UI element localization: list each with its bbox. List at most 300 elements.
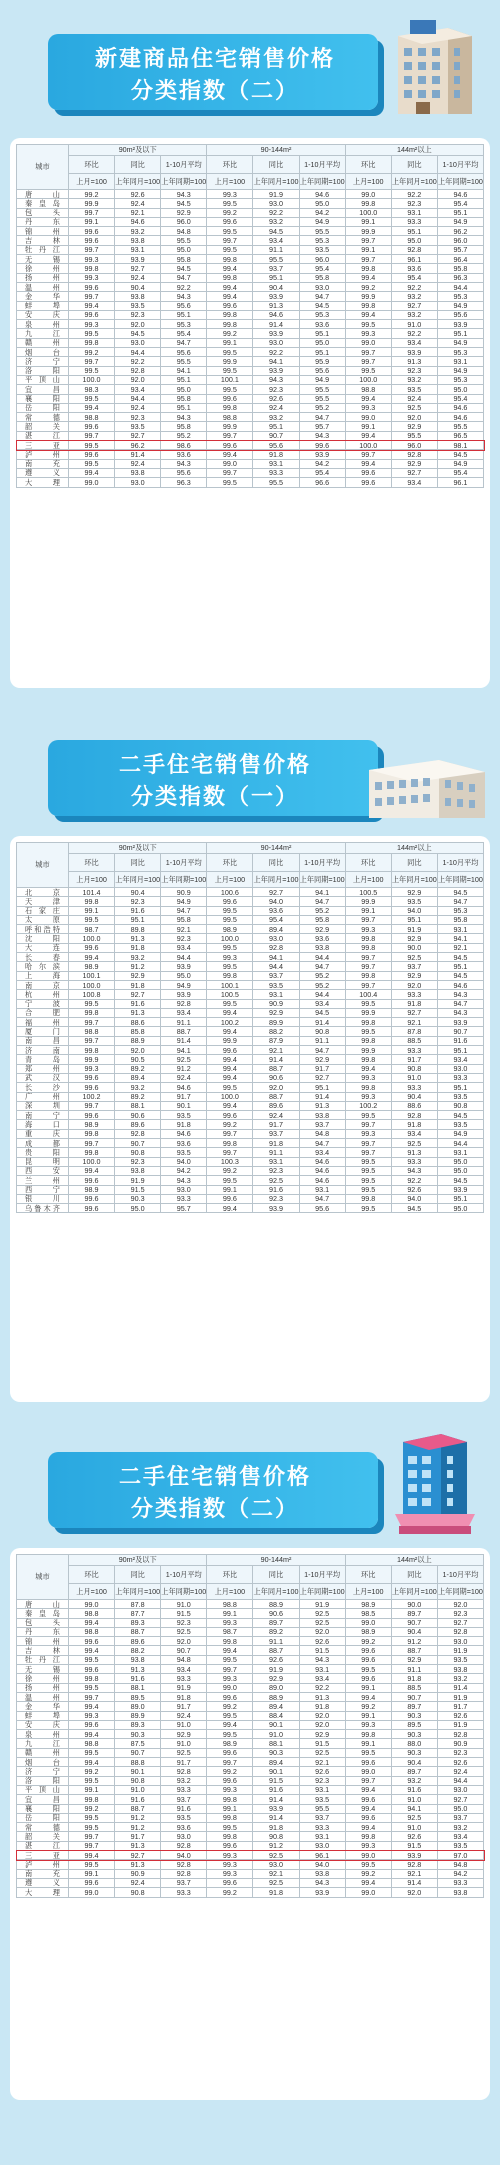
index-value: 94.3 <box>437 990 483 999</box>
index-value: 93.0 <box>437 1785 483 1794</box>
city-name: 赣州 <box>17 1748 69 1757</box>
index-value: 99.6 <box>69 1878 115 1887</box>
index-value: 91.5 <box>299 1739 345 1748</box>
index-value: 92.5 <box>391 403 437 412</box>
index-value: 93.2 <box>161 1776 207 1785</box>
index-value: 99.2 <box>207 1166 253 1175</box>
city-name: 遵义 <box>17 1878 69 1887</box>
city-name: 南宁 <box>17 1111 69 1120</box>
index-value: 99.5 <box>345 1157 391 1166</box>
index-value: 92.9 <box>253 1008 299 1017</box>
index-value: 99.4 <box>207 1008 253 1017</box>
index-value: 90.7 <box>253 431 299 440</box>
index-value: 92.1 <box>391 1869 437 1878</box>
index-value: 94.5 <box>437 450 483 459</box>
index-value: 99.3 <box>207 1785 253 1794</box>
index-value: 95.1 <box>253 422 299 431</box>
base-yoy: 上年同月=100 <box>391 872 437 888</box>
table-row <box>17 255 484 264</box>
index-value: 92.3 <box>115 1157 161 1166</box>
index-value: 92.5 <box>391 1813 437 1822</box>
index-value: 99.3 <box>69 320 115 329</box>
base-yoy: 上年同月=100 <box>253 174 299 190</box>
index-value: 94.1 <box>161 1046 207 1055</box>
index-value: 92.0 <box>299 1720 345 1729</box>
city-name: 石家庄 <box>17 906 69 915</box>
city-name: 太原 <box>17 915 69 924</box>
index-value: 99.6 <box>345 1674 391 1683</box>
index-value: 99.8 <box>345 1018 391 1027</box>
index-value: 92.7 <box>115 1851 161 1860</box>
index-value: 99.2 <box>345 1869 391 1878</box>
table-row <box>17 1674 484 1683</box>
index-value: 93.7 <box>161 1795 207 1804</box>
base-mom: 上月=100 <box>345 174 391 190</box>
index-value: 89.9 <box>115 1711 161 1720</box>
index-value: 93.3 <box>391 1046 437 1055</box>
index-value: 95.5 <box>299 385 345 394</box>
index-value: 99.4 <box>207 1055 253 1064</box>
index-value: 99.4 <box>345 1823 391 1832</box>
index-value: 93.9 <box>437 1018 483 1027</box>
index-value: 94.3 <box>161 459 207 468</box>
table-row <box>17 1064 484 1073</box>
index-value: 91.6 <box>253 1185 299 1194</box>
index-value: 92.0 <box>299 1711 345 1720</box>
index-value: 90.3 <box>253 1748 299 1757</box>
index-value: 99.4 <box>69 1618 115 1627</box>
index-value: 87.5 <box>115 1739 161 1748</box>
index-value: 94.6 <box>161 1129 207 1138</box>
index-value: 99.6 <box>345 468 391 477</box>
index-value: 93.3 <box>161 1674 207 1683</box>
index-value: 90.8 <box>115 1148 161 1157</box>
city-name: 北京 <box>17 888 69 897</box>
index-value: 93.3 <box>161 1888 207 1897</box>
index-value: 93.2 <box>115 953 161 962</box>
base-mom: 上月=100 <box>207 1584 253 1600</box>
index-value: 92.9 <box>115 971 161 980</box>
index-value: 93.1 <box>437 925 483 934</box>
table-row <box>17 1036 484 1045</box>
index-value: 95.4 <box>437 468 483 477</box>
index-value: 98.9 <box>207 925 253 934</box>
index-value: 95.4 <box>161 329 207 338</box>
col-ytd: 1-10月平均 <box>161 1566 207 1584</box>
index-value: 99.3 <box>345 1841 391 1850</box>
index-value: 95.7 <box>299 422 345 431</box>
index-value: 99.4 <box>345 459 391 468</box>
index-value: 98.9 <box>345 1600 391 1609</box>
index-value: 92.0 <box>161 1637 207 1646</box>
index-value: 92.1 <box>161 925 207 934</box>
city-name: 洛阳 <box>17 1776 69 1785</box>
col-mom: 环比 <box>207 1566 253 1584</box>
index-value: 94.1 <box>253 953 299 962</box>
index-value: 92.6 <box>253 394 299 403</box>
index-value: 100.5 <box>345 888 391 897</box>
index-value: 99.4 <box>345 1692 391 1701</box>
index-value: 99.3 <box>207 1869 253 1878</box>
index-value: 100.3 <box>207 1157 253 1166</box>
table-row <box>17 459 484 468</box>
index-value: 90.4 <box>391 1092 437 1101</box>
index-value: 93.7 <box>161 1878 207 1887</box>
index-value: 99.4 <box>207 1646 253 1655</box>
index-value: 95.5 <box>161 357 207 366</box>
index-value: 92.6 <box>437 1758 483 1767</box>
index-value: 92.9 <box>391 888 437 897</box>
table-row <box>17 385 484 394</box>
index-value: 99.5 <box>207 1823 253 1832</box>
city-name: 三亚 <box>17 441 69 450</box>
index-value: 95.3 <box>299 236 345 245</box>
table-row <box>17 1055 484 1064</box>
city-name: 牡丹江 <box>17 1655 69 1664</box>
index-value: 95.0 <box>437 1204 483 1213</box>
index-value: 95.0 <box>391 236 437 245</box>
index-value: 92.5 <box>299 1609 345 1618</box>
index-value: 98.9 <box>207 1739 253 1748</box>
index-value: 91.3 <box>115 1841 161 1850</box>
index-value: 92.6 <box>253 1655 299 1664</box>
index-value: 99.1 <box>345 422 391 431</box>
index-value: 92.3 <box>391 366 437 375</box>
index-value: 92.8 <box>115 366 161 375</box>
index-value: 94.7 <box>299 292 345 301</box>
index-value: 88.5 <box>391 1683 437 1692</box>
index-value: 99.8 <box>207 1795 253 1804</box>
city-name: 秦皇岛 <box>17 199 69 208</box>
index-value: 99.6 <box>69 310 115 319</box>
index-value: 95.8 <box>437 264 483 273</box>
index-value: 93.3 <box>391 1083 437 1092</box>
index-value: 99.3 <box>345 403 391 412</box>
table-row <box>17 943 484 952</box>
table-row <box>17 1655 484 1664</box>
index-value: 96.4 <box>437 255 483 264</box>
index-value: 98.8 <box>69 1609 115 1618</box>
index-value: 99.6 <box>345 478 391 487</box>
index-value: 91.1 <box>253 245 299 254</box>
index-value: 99.2 <box>69 1767 115 1776</box>
index-value: 93.0 <box>115 478 161 487</box>
index-value: 88.0 <box>391 1739 437 1748</box>
index-value: 90.9 <box>253 999 299 1008</box>
index-value: 99.8 <box>345 199 391 208</box>
index-value: 96.1 <box>391 255 437 264</box>
index-value: 95.4 <box>391 273 437 282</box>
index-value: 90.8 <box>115 1888 161 1897</box>
index-value: 99.7 <box>69 1101 115 1110</box>
index-value: 95.1 <box>299 1083 345 1092</box>
index-value: 93.0 <box>253 199 299 208</box>
index-value: 99.4 <box>69 1851 115 1860</box>
index-value: 99.4 <box>69 468 115 477</box>
index-value: 99.8 <box>345 1194 391 1203</box>
city-name: 海口 <box>17 1120 69 1129</box>
index-value: 92.0 <box>115 1046 161 1055</box>
index-value: 95.7 <box>161 1204 207 1213</box>
index-value: 99.8 <box>207 310 253 319</box>
index-value: 95.0 <box>437 1157 483 1166</box>
index-value: 98.3 <box>69 385 115 394</box>
index-value: 93.8 <box>437 1665 483 1674</box>
index-value: 99.6 <box>207 1748 253 1757</box>
index-value: 94.5 <box>437 1111 483 1120</box>
index-value: 93.9 <box>391 1851 437 1860</box>
index-value: 95.1 <box>299 348 345 357</box>
city-name: 九江 <box>17 329 69 338</box>
index-value: 92.9 <box>299 1730 345 1739</box>
index-value: 99.7 <box>345 1139 391 1148</box>
city-name: 平顶山 <box>17 1785 69 1794</box>
city-name: 泸州 <box>17 450 69 459</box>
index-value: 90.8 <box>391 1064 437 1073</box>
index-value: 96.0 <box>437 236 483 245</box>
table-row <box>17 227 484 236</box>
index-value: 95.4 <box>299 468 345 477</box>
index-value: 99.5 <box>345 999 391 1008</box>
table-row <box>17 245 484 254</box>
index-value: 99.3 <box>345 1073 391 1082</box>
index-value: 98.8 <box>69 1627 115 1636</box>
col-group-144: 144m²以上 <box>345 145 483 156</box>
index-value: 91.8 <box>391 1120 437 1129</box>
city-name: 扬州 <box>17 273 69 282</box>
index-value: 99.4 <box>207 264 253 273</box>
table-row <box>17 292 484 301</box>
index-value: 92.7 <box>299 1073 345 1082</box>
col-mom: 环比 <box>69 1566 115 1584</box>
index-value: 92.5 <box>299 1618 345 1627</box>
index-value: 87.7 <box>115 1609 161 1618</box>
col-group-90-144: 90-144m² <box>207 145 345 156</box>
index-value: 99.9 <box>345 897 391 906</box>
index-value: 92.4 <box>115 273 161 282</box>
index-value: 91.9 <box>299 1600 345 1609</box>
index-value: 92.9 <box>391 934 437 943</box>
index-value: 91.4 <box>253 1055 299 1064</box>
index-value: 94.0 <box>391 1194 437 1203</box>
table-card <box>10 1548 490 2100</box>
index-value: 98.8 <box>345 385 391 394</box>
index-value: 99.0 <box>207 1683 253 1692</box>
index-value: 93.8 <box>437 1888 483 1897</box>
index-value: 99.4 <box>345 1804 391 1813</box>
index-value: 94.0 <box>391 906 437 915</box>
index-value: 91.7 <box>115 1832 161 1841</box>
index-value: 93.5 <box>437 1655 483 1664</box>
index-value: 95.5 <box>299 394 345 403</box>
index-value: 94.7 <box>161 338 207 347</box>
tower-building-icon <box>395 1422 475 1538</box>
table-row <box>17 329 484 338</box>
city-name: 唐山 <box>17 1600 69 1609</box>
index-value: 99.8 <box>345 943 391 952</box>
index-value: 90.6 <box>253 1073 299 1082</box>
index-value: 91.2 <box>253 1841 299 1850</box>
index-value: 91.9 <box>437 1720 483 1729</box>
index-value: 99.8 <box>69 1674 115 1683</box>
index-value: 94.5 <box>437 888 483 897</box>
col-ytd: 1-10月平均 <box>299 854 345 872</box>
index-value: 93.0 <box>115 338 161 347</box>
index-value: 88.1 <box>115 1683 161 1692</box>
base-ytd: 上年同期=100 <box>161 174 207 190</box>
base-yoy: 上年同月=100 <box>115 174 161 190</box>
index-value: 90.7 <box>437 1027 483 1036</box>
index-value: 99.8 <box>345 264 391 273</box>
section-title-line2: 分类指数（二） <box>130 79 299 104</box>
index-value: 90.7 <box>391 1692 437 1701</box>
index-value: 91.0 <box>391 1073 437 1082</box>
index-value: 93.6 <box>161 450 207 459</box>
index-value: 91.0 <box>115 1785 161 1794</box>
index-value: 99.4 <box>207 450 253 459</box>
section-title-line1: 二手住宅销售价格 <box>118 1465 311 1490</box>
city-name: 韶关 <box>17 1832 69 1841</box>
index-value: 99.1 <box>207 1609 253 1618</box>
index-value: 99.9 <box>345 1046 391 1055</box>
index-value: 99.5 <box>345 1185 391 1194</box>
table-row <box>17 1627 484 1636</box>
index-value: 90.8 <box>115 1776 161 1785</box>
index-value: 100.1 <box>207 375 253 384</box>
index-value: 93.0 <box>161 1832 207 1841</box>
index-value: 99.6 <box>207 1111 253 1120</box>
index-value: 93.9 <box>391 348 437 357</box>
table-card <box>10 836 490 1402</box>
index-value: 94.3 <box>299 1655 345 1664</box>
index-value: 90.4 <box>253 282 299 291</box>
index-value: 94.9 <box>437 366 483 375</box>
index-value: 99.6 <box>207 394 253 403</box>
index-value: 92.8 <box>391 450 437 459</box>
index-value: 92.7 <box>115 264 161 273</box>
index-value: 91.5 <box>391 1841 437 1850</box>
index-value: 92.7 <box>437 1618 483 1627</box>
index-value: 94.6 <box>437 403 483 412</box>
index-value: 91.6 <box>253 1785 299 1794</box>
index-value: 99.8 <box>69 1148 115 1157</box>
index-value: 99.5 <box>345 1860 391 1869</box>
index-value: 94.6 <box>299 1176 345 1185</box>
index-value: 99.6 <box>207 1841 253 1850</box>
index-value: 99.4 <box>69 301 115 310</box>
table-row <box>17 1739 484 1748</box>
index-value: 90.4 <box>391 1758 437 1767</box>
city-name: 宜昌 <box>17 1795 69 1804</box>
index-value: 99.6 <box>345 1813 391 1822</box>
index-value: 92.2 <box>391 1176 437 1185</box>
table-row <box>17 1832 484 1841</box>
city-name: 湛江 <box>17 1841 69 1850</box>
index-value: 92.7 <box>391 468 437 477</box>
index-value: 87.8 <box>391 1027 437 1036</box>
index-value: 94.5 <box>437 1176 483 1185</box>
table-row <box>17 1758 484 1767</box>
base-yoy: 上年同月=100 <box>391 174 437 190</box>
index-value: 99.7 <box>69 208 115 217</box>
table-row <box>17 1185 484 1194</box>
index-value: 99.7 <box>207 1665 253 1674</box>
index-value: 95.1 <box>391 227 437 236</box>
index-value: 92.4 <box>161 1711 207 1720</box>
index-value: 91.3 <box>391 357 437 366</box>
index-value: 99.6 <box>345 1795 391 1804</box>
index-value: 92.4 <box>115 199 161 208</box>
table-card <box>10 138 490 688</box>
index-value: 95.7 <box>437 245 483 254</box>
index-value: 99.7 <box>207 1148 253 1157</box>
col-mom: 环比 <box>345 156 391 174</box>
table-row <box>17 990 484 999</box>
index-value: 93.4 <box>253 236 299 245</box>
city-name: 长春 <box>17 953 69 962</box>
index-value: 99.8 <box>345 1055 391 1064</box>
index-value: 99.7 <box>69 1832 115 1841</box>
city-name: 岳阳 <box>17 1813 69 1822</box>
index-value: 99.2 <box>207 329 253 338</box>
table-row <box>17 1166 484 1175</box>
index-value: 98.8 <box>207 1600 253 1609</box>
index-value: 89.9 <box>253 1018 299 1027</box>
index-value: 92.8 <box>115 1129 161 1138</box>
index-value: 89.2 <box>115 1064 161 1073</box>
index-value: 95.0 <box>161 385 207 394</box>
index-value: 92.3 <box>115 897 161 906</box>
index-value: 99.9 <box>207 1036 253 1045</box>
index-value: 91.6 <box>391 1785 437 1794</box>
index-value: 90.9 <box>161 888 207 897</box>
index-value: 94.8 <box>161 1655 207 1664</box>
index-value: 92.5 <box>391 953 437 962</box>
index-value: 94.2 <box>161 1166 207 1175</box>
index-value: 92.3 <box>253 1166 299 1175</box>
table-row <box>17 1083 484 1092</box>
index-value: 92.6 <box>299 1637 345 1646</box>
table-row <box>17 217 484 226</box>
index-value: 97.0 <box>437 1851 483 1860</box>
index-value: 94.5 <box>115 329 161 338</box>
table-row <box>17 264 484 273</box>
col-mom: 环比 <box>207 156 253 174</box>
index-value: 92.5 <box>253 1176 299 1185</box>
index-value: 93.3 <box>253 468 299 477</box>
index-value: 93.1 <box>253 459 299 468</box>
index-value: 100.0 <box>345 208 391 217</box>
table-row <box>17 962 484 971</box>
index-value: 95.1 <box>391 915 437 924</box>
city-name: 青岛 <box>17 1055 69 1064</box>
index-value: 94.4 <box>437 282 483 291</box>
index-value: 90.7 <box>115 1748 161 1757</box>
base-ytd: 上年同期=100 <box>299 872 345 888</box>
index-value: 93.6 <box>253 906 299 915</box>
index-value: 89.4 <box>253 925 299 934</box>
index-value: 90.1 <box>253 1720 299 1729</box>
table-row <box>17 1878 484 1887</box>
index-value: 93.2 <box>391 375 437 384</box>
index-value: 89.4 <box>253 1758 299 1767</box>
index-value: 93.4 <box>391 1129 437 1138</box>
index-value: 91.8 <box>299 1702 345 1711</box>
index-value: 98.5 <box>345 1609 391 1618</box>
index-value: 93.1 <box>253 990 299 999</box>
price-index-table <box>16 144 484 488</box>
index-value: 99.5 <box>207 999 253 1008</box>
